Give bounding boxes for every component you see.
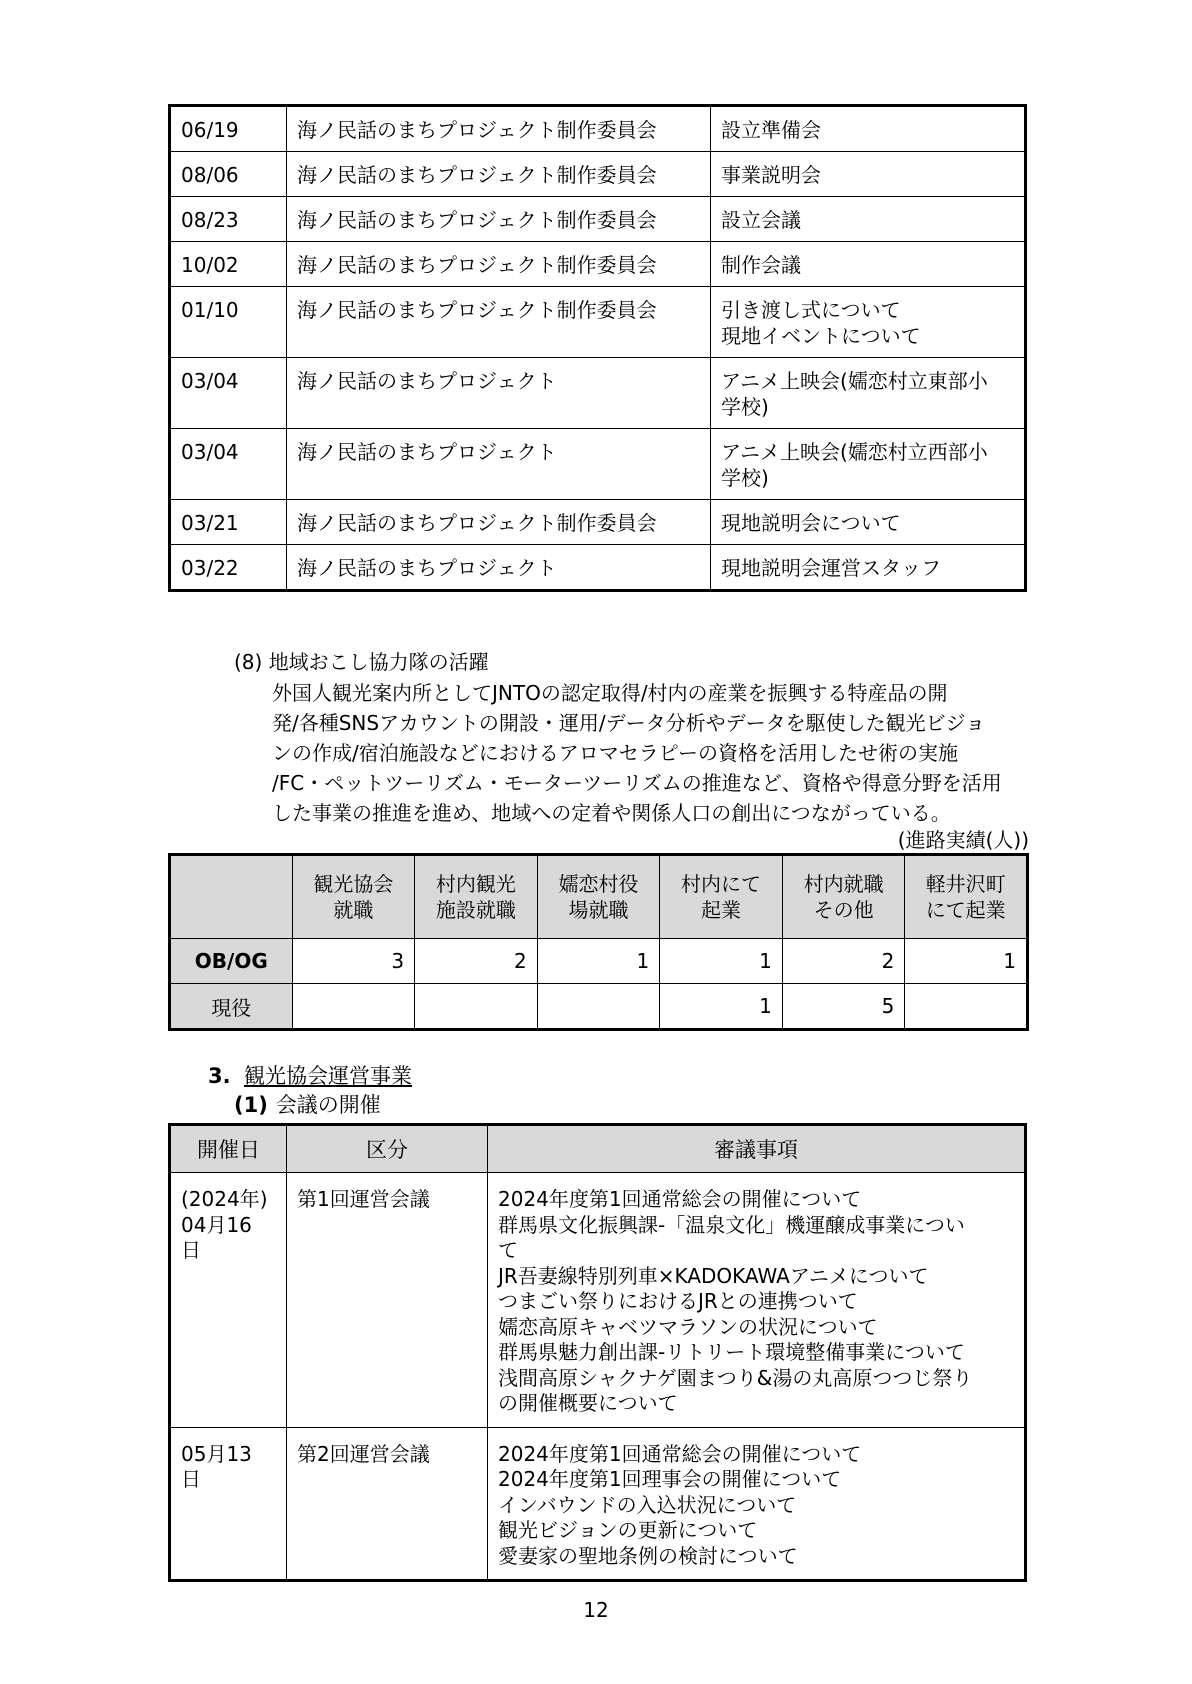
career-header-row [170,855,1028,939]
meeting-item: の開催概要について [498,1391,678,1415]
table-row [170,500,1026,545]
schedule-desc: 引き渡し式について 現地イベントについて [711,287,1026,358]
meeting-table [168,1123,1027,1582]
schedule-date: 03/04 [170,429,287,500]
schedule-date: 06/19 [170,106,287,152]
career-header-corner [170,855,293,939]
schedule-org: 海ノ民話のまちプロジェクト制作委員会 [287,287,711,358]
schedule-desc: 現地説明会運営スタッフ [711,545,1026,591]
meeting-header-date: 開催日 [170,1125,287,1173]
schedule-date: 08/23 [170,197,287,242]
schedule-desc: 設立会議 [711,197,1026,242]
meeting-date: 05月13 日 [170,1427,287,1581]
page-number: 12 [583,1598,609,1622]
table-row [170,287,1026,358]
career-header-cell: 村内就職 その他 [782,855,905,939]
career-value-cell: 5 [782,984,905,1030]
career-value-cell: 2 [782,939,905,984]
career-header-cell: 軽井沢町 にて起業 [905,855,1028,939]
meeting-item: 2024年度第1回通常総会の開催について [498,1187,862,1211]
schedule-desc: 事業説明会 [711,152,1026,197]
schedule-table [168,104,1027,592]
meeting-category: 第1回運営会議 [287,1173,488,1428]
meeting-item: 2024年度第1回理事会の開催について [498,1467,842,1491]
meeting-item: インバウンドの入込状況について [498,1492,797,1517]
career-value-cell: 1 [537,939,660,984]
schedule-org: 海ノ民話のまちプロジェクト [287,429,711,500]
career-value-cell [905,984,1028,1030]
meeting-header-category: 区分 [287,1125,488,1173]
table-row [170,242,1026,287]
schedule-desc: 現地説明会について [711,500,1026,545]
meeting-item: つまごい祭りにおけるJRとの連携ついて [498,1289,858,1313]
schedule-org: 海ノ民話のまちプロジェクト制作委員会 [287,106,711,152]
table-row [170,939,1028,984]
schedule-date: 01/10 [170,287,287,358]
table-row [170,545,1026,591]
meeting-item: JR吾妻線特別列車×KADOKAWAアニメについて [498,1263,929,1288]
meeting-item: 群馬県魅力創出課-リトリート環境整備事業について [498,1340,965,1364]
meeting-item: て [498,1238,518,1262]
table-row [170,1173,1026,1428]
career-unit-label: (進路実績(人)) [897,828,1029,852]
schedule-date: 10/02 [170,242,287,287]
schedule-date: 03/04 [170,358,287,429]
career-value-cell [415,984,538,1030]
meeting-header-items: 審議事項 [488,1125,1026,1173]
table-row [170,197,1026,242]
career-value-cell [292,984,415,1030]
table-row [170,152,1026,197]
table-row [170,984,1028,1030]
meeting-date: (2024年) 04月16 日 [170,1173,287,1428]
career-row-label: 現役 [170,984,293,1030]
career-header-cell: 嬬恋村役 場就職 [537,855,660,939]
section8-body: 外国人観光案内所としてJNTOの認定取得/村内の産業を振興する特産品の開 発/各種SNSアカウントの開設・運用/データ分析やデータを駆使した観光ビジョ ンの作成/宿泊施設などにおけるアロマセラピーの資格を活用したせ術の実施 /FC・ペットツーリズム・モーターツーリズムの推進など、資格や得意分野を活用 した事業の推進を進め、地域への定着や関係人口の創出につながっている。 [272,681,1002,825]
meeting-category: 第2回運営会議 [287,1427,488,1581]
meeting-item: 2024年度第1回通常総会の開催について [498,1441,862,1466]
schedule-date: 08/06 [170,152,287,197]
career-value-cell: 2 [415,939,538,984]
career-header-cell: 観光協会 就職 [292,855,415,939]
career-value-cell: 1 [905,939,1028,984]
meeting-items [488,1427,1026,1581]
table-row [170,429,1026,500]
schedule-org: 海ノ民話のまちプロジェクト制作委員会 [287,500,711,545]
section8-heading: (8) 地域おこし協力隊の活躍 [234,650,489,674]
meeting-item: 嬬恋高原キャベツマラソンの状況について [498,1314,878,1339]
meeting-item: 観光ビジョンの更新について [498,1518,758,1542]
table-row [170,106,1026,152]
schedule-desc: 制作会議 [711,242,1026,287]
meeting-items [488,1173,1026,1428]
table-row [170,358,1026,429]
schedule-org: 海ノ民話のまちプロジェクト制作委員会 [287,152,711,197]
career-value-cell: 1 [660,984,783,1030]
section3-title: 観光協会運営事業 [244,1064,412,1088]
meeting-item: 浅間高原シャクナゲ園まつり&湯の丸高原つつじ祭り [498,1365,973,1390]
section3-subheading [234,1091,381,1119]
table-row [170,1427,1026,1581]
schedule-org: 海ノ民話のまちプロジェクト制作委員会 [287,242,711,287]
schedule-org: 海ノ民話のまちプロジェクト [287,545,711,591]
schedule-desc: アニメ上映会(嬬恋村立西部小 学校) [711,429,1026,500]
section3-heading [208,1062,412,1090]
meeting-table-header-row [170,1125,1026,1173]
schedule-desc: 設立準備会 [711,106,1026,152]
meeting-item: 愛妻家の聖地条例の検討について [498,1543,798,1568]
career-value-cell: 1 [660,939,783,984]
schedule-desc: アニメ上映会(嬬恋村立東部小 学校) [711,358,1026,429]
schedule-org: 海ノ民話のまちプロジェクト制作委員会 [287,197,711,242]
career-value-cell: 3 [292,939,415,984]
schedule-org: 海ノ民話のまちプロジェクト [287,358,711,429]
career-header-cell: 村内にて 起業 [660,855,783,939]
schedule-date: 03/22 [170,545,287,591]
career-table [168,853,1029,1031]
career-header-cell: 村内観光 施設就職 [415,855,538,939]
career-row-label: OB/OG [170,939,293,984]
schedule-date: 03/21 [170,500,287,545]
section3-sub-number: (1) [234,1093,268,1117]
section3-number: 3. [208,1064,231,1088]
meeting-item: 群馬県文化振興課-「温泉文化」機運醸成事業につい [498,1212,965,1237]
career-value-cell [537,984,660,1030]
section3-sub-title: 会議の開催 [275,1093,381,1117]
